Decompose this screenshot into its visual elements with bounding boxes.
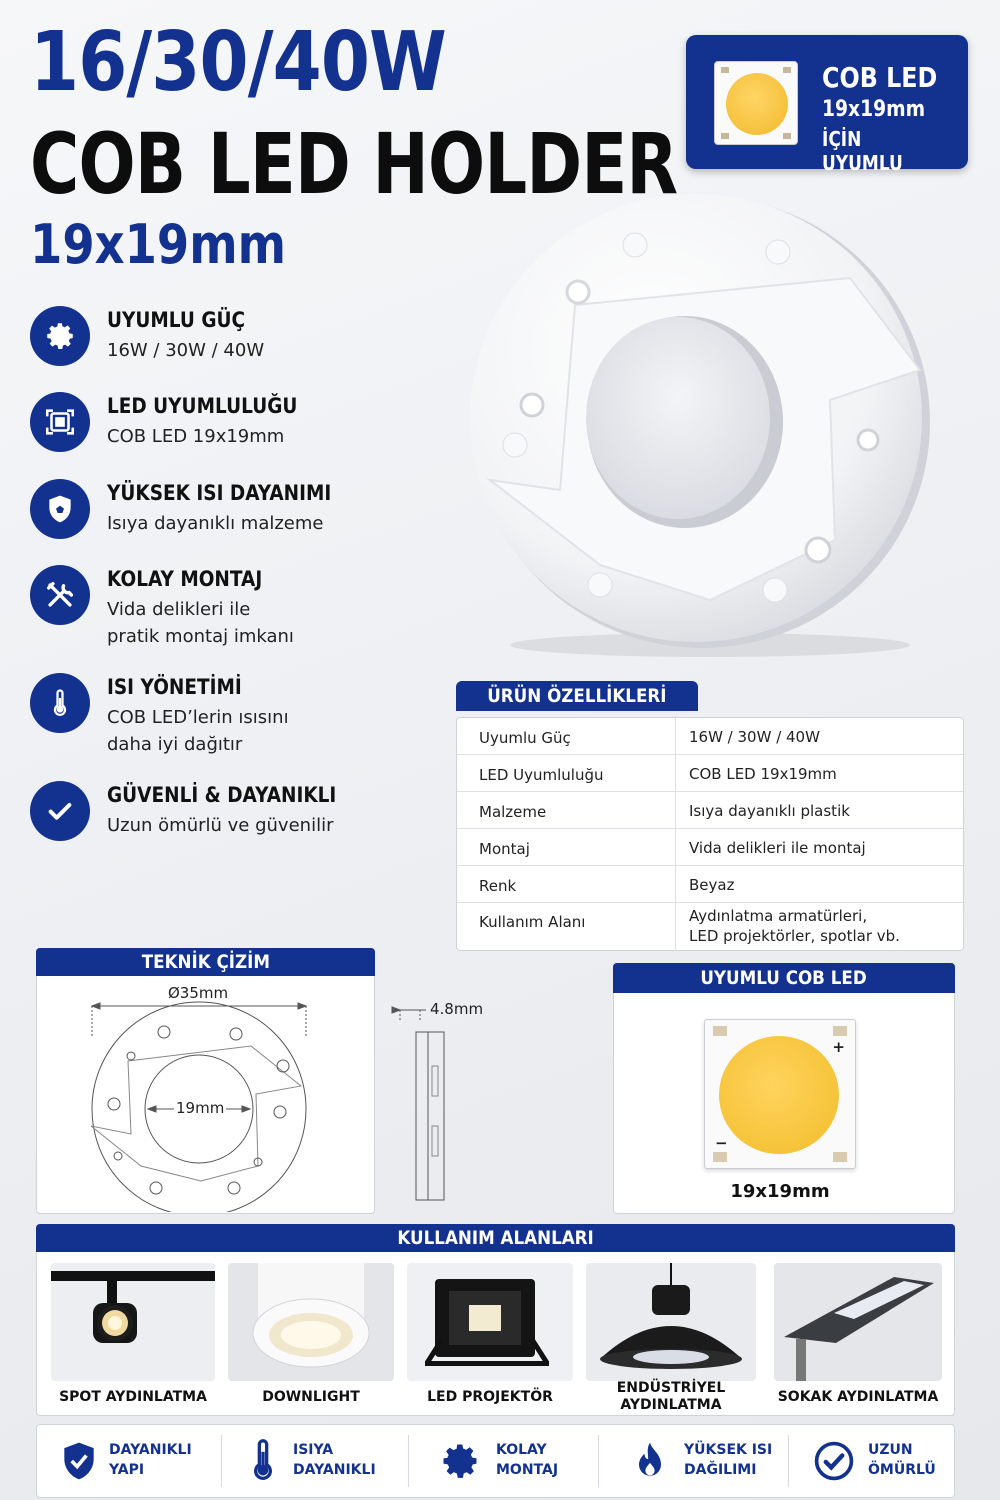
benefit-label: KOLAY MONTAJ xyxy=(496,1442,559,1478)
thermometer-icon xyxy=(241,1438,285,1484)
benefit-label: ISIYA DAYANIKLI xyxy=(293,1442,376,1478)
feature-title: GÜVENLİ & DAYANIKLI xyxy=(107,783,337,807)
check-icon xyxy=(30,781,90,841)
feature-thermal xyxy=(30,673,410,763)
usage-image-street xyxy=(774,1263,942,1381)
usage-title: KULLANIM ALANLARI xyxy=(36,1224,955,1252)
headline-wattage: 16/30/40W xyxy=(30,15,446,110)
compatible-led-size: 19x19mm xyxy=(730,1181,830,1202)
benefit-item xyxy=(408,1425,598,1497)
feature-desc: COB LED 19x19mm xyxy=(107,426,285,447)
feature-desc: Uzun ömürlü ve güvenilir xyxy=(107,815,334,836)
usage-label: LED PROJEKTÖR xyxy=(427,1389,553,1405)
feature-desc: COB LED’lerin ısısını daha iyi dağıtır xyxy=(107,707,289,755)
spec-key: Renk xyxy=(479,877,517,895)
spec-value: COB LED 19x19mm xyxy=(689,765,837,783)
minus-marking: − xyxy=(715,1134,728,1152)
benefits-strip xyxy=(36,1424,955,1498)
spec-key: Montaj xyxy=(479,840,530,858)
shield-check-icon xyxy=(57,1438,101,1484)
table-row xyxy=(457,792,963,829)
cob-led-chip xyxy=(704,1019,856,1169)
chip-icon xyxy=(30,392,90,452)
feature-desc: Vida delikleri ile pratik montaj imkanı xyxy=(107,599,294,647)
feature-heat xyxy=(30,479,410,559)
benefit-item xyxy=(788,1425,954,1497)
benefit-item xyxy=(221,1425,408,1497)
led-emitter xyxy=(719,1036,839,1154)
spec-key: LED Uyumluluğu xyxy=(479,766,604,784)
solder-pad xyxy=(833,1026,847,1036)
spec-key: Malzeme xyxy=(479,803,547,821)
table-row xyxy=(457,718,963,755)
badge-line-3: İÇİN UYUMLU xyxy=(822,127,903,175)
benefit-label: UZUN ÖMÜRLÜ xyxy=(868,1442,936,1478)
spec-value: 16W / 30W / 40W xyxy=(689,728,820,746)
spec-value: Isıya dayanıklı plastik xyxy=(689,802,850,820)
gear-icon xyxy=(438,1438,482,1484)
feature-title: KOLAY MONTAJ xyxy=(107,567,263,591)
specs-title: ÜRÜN ÖZELLİKLERİ xyxy=(456,681,698,711)
feature-mount xyxy=(30,565,410,655)
inner-diameter-label: 19mm xyxy=(176,1099,225,1117)
benefit-label: YÜKSEK ISI DAĞILIMI xyxy=(684,1442,773,1478)
usage-image-spot xyxy=(51,1263,215,1381)
usage-label: DOWNLIGHT xyxy=(262,1389,360,1405)
spec-value: Beyaz xyxy=(689,876,735,894)
feature-title: UYUMLU GÜÇ xyxy=(107,308,246,332)
benefit-item xyxy=(37,1425,221,1497)
spec-key: Uyumlu Güç xyxy=(479,729,571,747)
spec-value: Aydınlatma armatürleri, LED projektörler, spotlar vb. xyxy=(689,907,900,945)
usage-image-projector xyxy=(407,1263,573,1381)
usage-image-downlight xyxy=(228,1263,394,1381)
solder-pad xyxy=(713,1152,727,1162)
shield-icon xyxy=(30,479,90,539)
solder-pad xyxy=(833,1152,847,1162)
table-row xyxy=(457,866,963,903)
badge-line-2: 19x19mm xyxy=(822,97,926,122)
table-row xyxy=(457,829,963,866)
compatible-led-title: UYUMLU COB LED xyxy=(613,963,955,993)
gear-icon xyxy=(30,306,90,366)
usage-panel xyxy=(36,1224,955,1416)
usage-image-industrial xyxy=(586,1263,756,1381)
headline-size: 19x19mm xyxy=(30,213,286,276)
specs-table xyxy=(456,717,964,951)
spec-key: Kullanım Alanı xyxy=(479,913,586,931)
table-divider xyxy=(675,718,676,950)
usage-label: ENDÜSTRİYEL AYDINLATMA xyxy=(616,1380,726,1413)
technical-drawing xyxy=(36,976,496,1212)
feature-title: LED UYUMLULUĞU xyxy=(107,394,298,418)
feature-led xyxy=(30,392,410,472)
benefit-label: DAYANIKLI YAPI xyxy=(109,1442,192,1478)
compatibility-badge xyxy=(686,35,968,175)
usage-label: SPOT AYDINLATMA xyxy=(59,1389,207,1405)
technical-drawing-title: TEKNİK ÇİZİM xyxy=(36,948,375,976)
table-row xyxy=(457,755,963,792)
feature-title: ISI YÖNETİMİ xyxy=(107,675,242,699)
tools-icon xyxy=(30,565,90,625)
feature-title: YÜKSEK ISI DAYANIMI xyxy=(107,481,332,505)
check-circle-icon xyxy=(812,1438,856,1484)
thermometer-icon xyxy=(30,673,90,733)
thickness-label: 4.8mm xyxy=(430,1000,484,1018)
feature-reliable xyxy=(30,781,410,861)
table-row xyxy=(457,903,963,950)
feature-desc: 16W / 30W / 40W xyxy=(107,340,265,361)
benefit-item xyxy=(598,1425,788,1497)
solder-pad xyxy=(713,1026,727,1036)
badge-line-1: COB LED xyxy=(822,61,938,94)
product-image xyxy=(450,190,950,670)
flame-icon xyxy=(628,1438,672,1484)
feature-power xyxy=(30,306,410,386)
feature-desc: Isıya dayanıklı malzeme xyxy=(107,513,324,534)
usage-label: SOKAK AYDINLATMA xyxy=(777,1389,939,1405)
spec-value: Vida delikleri ile montaj xyxy=(689,839,866,857)
plus-marking: + xyxy=(832,1038,845,1056)
headline-title: COB LED HOLDER xyxy=(30,115,678,213)
outer-diameter-label: Ø35mm xyxy=(168,984,229,1002)
cob-chip-icon xyxy=(714,61,798,145)
